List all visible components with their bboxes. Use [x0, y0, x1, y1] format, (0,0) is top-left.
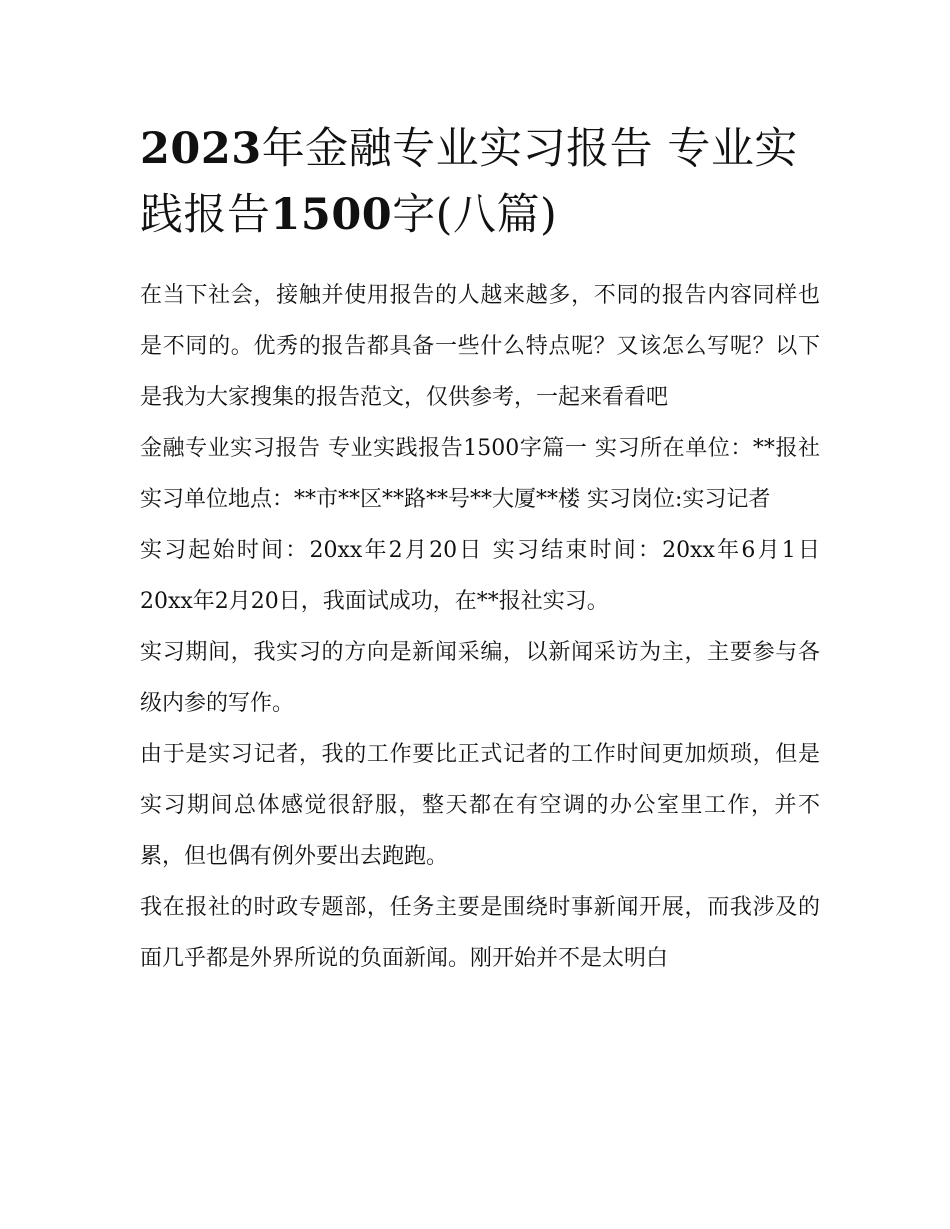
paragraph-department: 我在报社的时政专题部，任务主要是围绕时事新闻开展，而我涉及的面几乎都是外界所说的负面新闻。刚开始并不是太明白 — [140, 895, 820, 971]
title-text-1: 年金融专业实习报告 专业实践报告 — [140, 124, 798, 240]
title-text-2: 字(八篇) — [392, 190, 558, 240]
paragraph-internship-unit: 金融专业实习报告 专业实践报告1500字篇一 实习所在单位：**报社 实习单位地点：**市**区**路**号**大厦**楼 实习岗位:实习记者 — [140, 436, 820, 512]
document-body — [140, 116, 820, 984]
paragraph-internship-time: 实习起始时间：20xx年2月20日 实习结束时间：20xx年6月1日 20xx年2月20日，我面试成功，在**报社实习。 — [140, 538, 820, 614]
title-number: 1500 — [270, 190, 393, 240]
document-title — [140, 116, 820, 248]
paragraph-intro: 在当下社会，接触并使用报告的人越来越多，不同的报告内容同样也是不同的。优秀的报告都具备一些什么特点呢？又该怎么写呢？以下是我为大家搜集的报告范文，仅供参考，一起来看看吧 — [140, 283, 820, 410]
paragraph-internship-direction: 实习期间，我实习的方向是新闻采编，以新闻采访为主，主要参与各级内参的写作。 — [140, 640, 820, 716]
title-year: 2023 — [140, 124, 262, 174]
paragraph-work-experience: 由于是实习记者，我的工作要比正式记者的工作时间更加烦琐，但是实习期间总体感觉很舒服，整天都在有空调的办公室里工作，并不累，但也偶有例外要出去跑跑。 — [140, 742, 820, 869]
